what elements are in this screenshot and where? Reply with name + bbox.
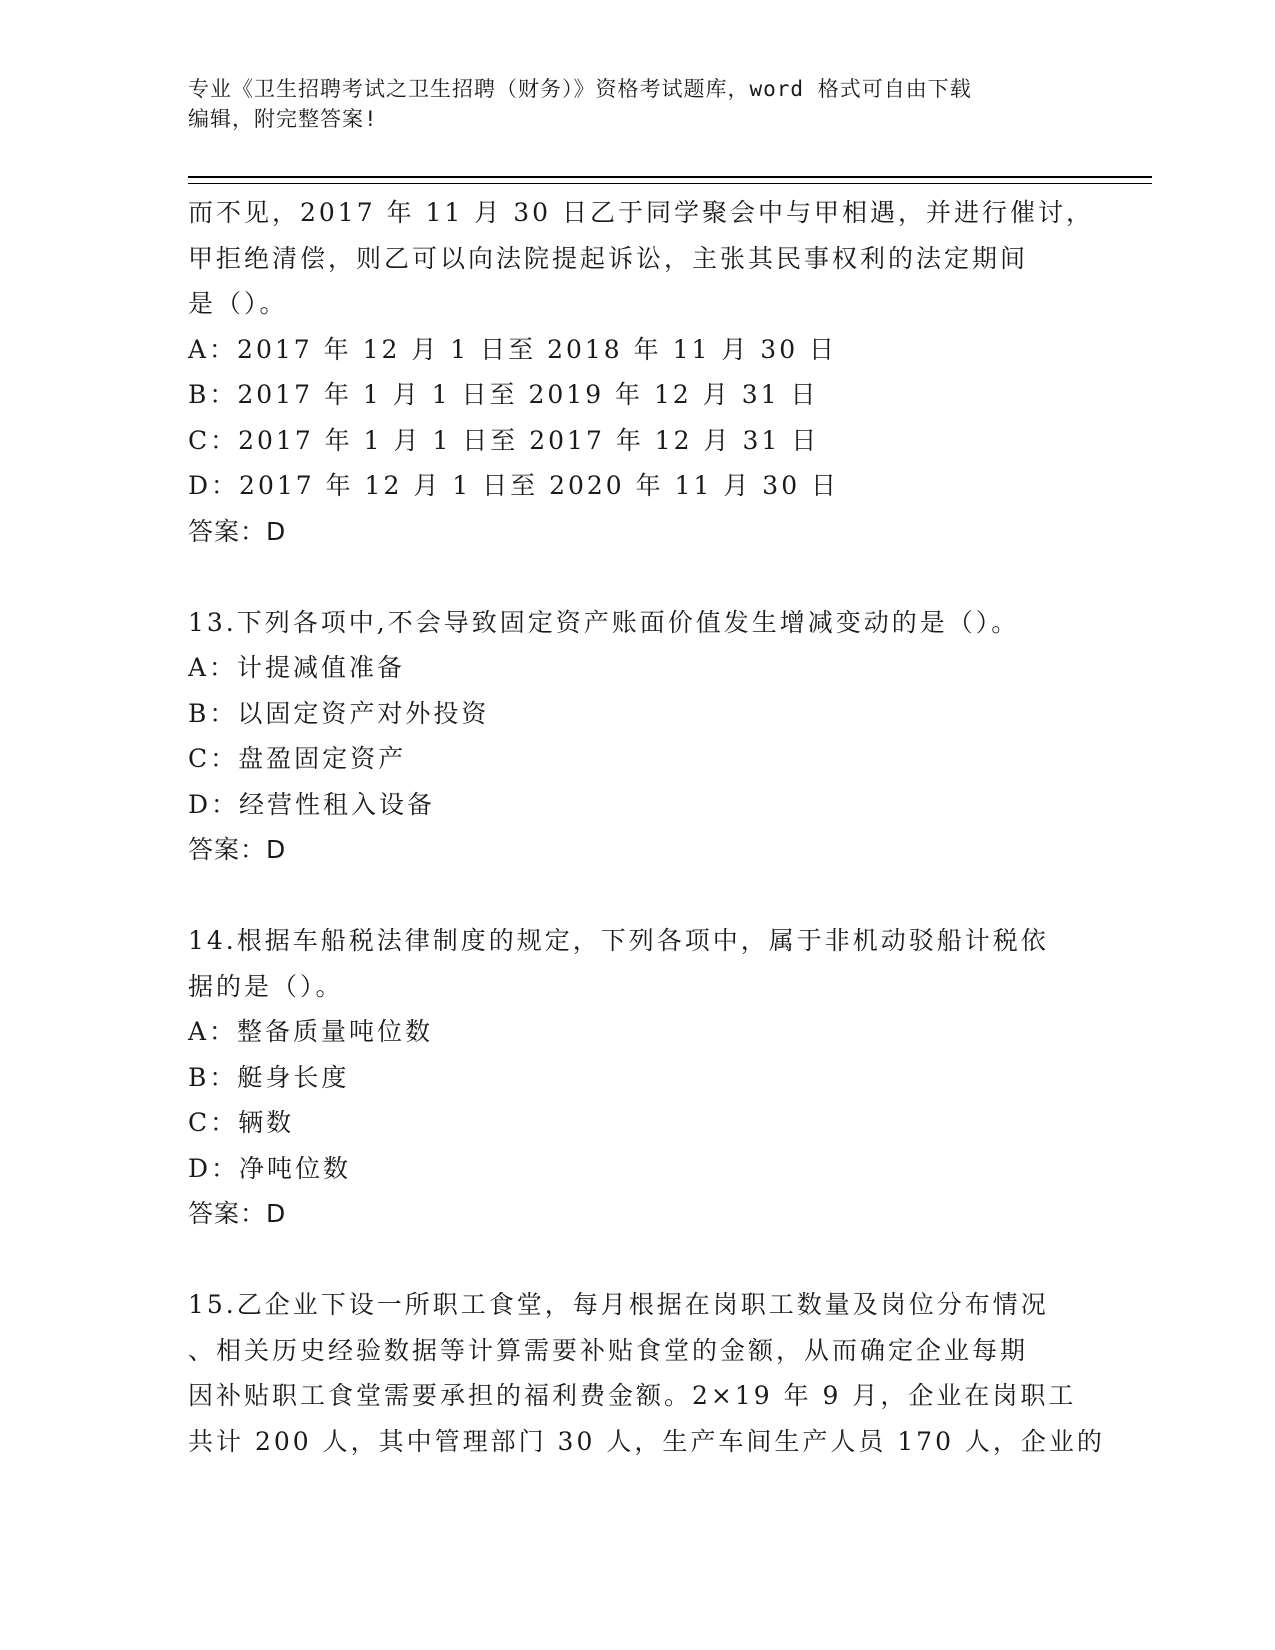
answer-label: 答案：D bbox=[188, 516, 287, 546]
option-c: C：辆数 bbox=[188, 1108, 295, 1137]
question-12 bbox=[188, 190, 1094, 554]
option-d: D：2017 年 12 月 1 日至 2020 年 11 月 30 日 bbox=[188, 471, 840, 500]
question-stem-line: 14.根据车船税法律制度的规定，下列各项中，属于非机动驳船计税依 bbox=[188, 926, 1049, 955]
document-header bbox=[188, 74, 1088, 134]
question-15 bbox=[188, 1282, 1105, 1464]
option-b: B：以固定资产对外投资 bbox=[188, 698, 490, 728]
header-divider-thin bbox=[188, 183, 1152, 184]
spacer bbox=[188, 554, 1088, 600]
question-stem-line: 15.乙企业下设一所职工食堂，每月根据在岗职工数量及岗位分布情况 bbox=[188, 1290, 1049, 1319]
option-b: B：2017 年 1 月 1 日至 2019 年 12 月 31 日 bbox=[188, 380, 819, 409]
question-list bbox=[188, 190, 1105, 1464]
question-14 bbox=[188, 918, 1088, 1237]
question-stem-line: 、相关历史经验数据等计算需要补贴食堂的金额，从而确定企业每期 bbox=[188, 1335, 1029, 1365]
question-stem-line: 而不见，2017 年 11 月 30 日乙于同学聚会中与甲相遇，并进行催讨， bbox=[188, 198, 1094, 227]
option-b: B：艇身长度 bbox=[188, 1062, 350, 1092]
spacer bbox=[188, 873, 1088, 919]
spacer bbox=[188, 1237, 1088, 1283]
header-line-2: 编辑，附完整答案! bbox=[188, 107, 378, 131]
answer-label: 答案：D bbox=[188, 835, 287, 864]
option-a: A：计提减值准备 bbox=[188, 653, 406, 682]
question-stem-line: 共计 200 人，其中管理部门 30 人，生产车间生产人员 170 人，企业的 bbox=[188, 1426, 1105, 1456]
question-stem-line: 据的是（）。 bbox=[188, 971, 344, 1001]
answer-label: 答案：D bbox=[188, 1199, 287, 1228]
option-a: A：整备质量吨位数 bbox=[188, 1017, 434, 1046]
question-stem-line: 是（）。 bbox=[188, 289, 288, 318]
question-stem-line: 13.下列各项中,不会导致固定资产账面价值发生增减变动的是（）。 bbox=[188, 607, 1020, 637]
option-d: D：净吨位数 bbox=[188, 1153, 352, 1183]
header-divider-thick bbox=[188, 176, 1152, 178]
question-13 bbox=[188, 600, 1088, 873]
option-d: D：经营性租入设备 bbox=[188, 789, 436, 819]
option-c: C：2017 年 1 月 1 日至 2017 年 12 月 31 日 bbox=[188, 425, 820, 455]
option-c: C：盘盈固定资产 bbox=[188, 744, 407, 773]
header-line-1: 专业《卫生招聘考试之卫生招聘（财务）》资格考试题库，word 格式可自由下载 bbox=[188, 77, 972, 101]
option-a: A：2017 年 12 月 1 日至 2018 年 11 月 30 日 bbox=[188, 334, 838, 364]
question-stem-line: 因补贴职工食堂需要承担的福利费金额。2×19 年 9 月，企业在岗职工 bbox=[188, 1381, 1077, 1410]
question-stem-line: 甲拒绝清偿，则乙可以向法院提起诉讼，主张其民事权利的法定期间 bbox=[188, 243, 1029, 273]
